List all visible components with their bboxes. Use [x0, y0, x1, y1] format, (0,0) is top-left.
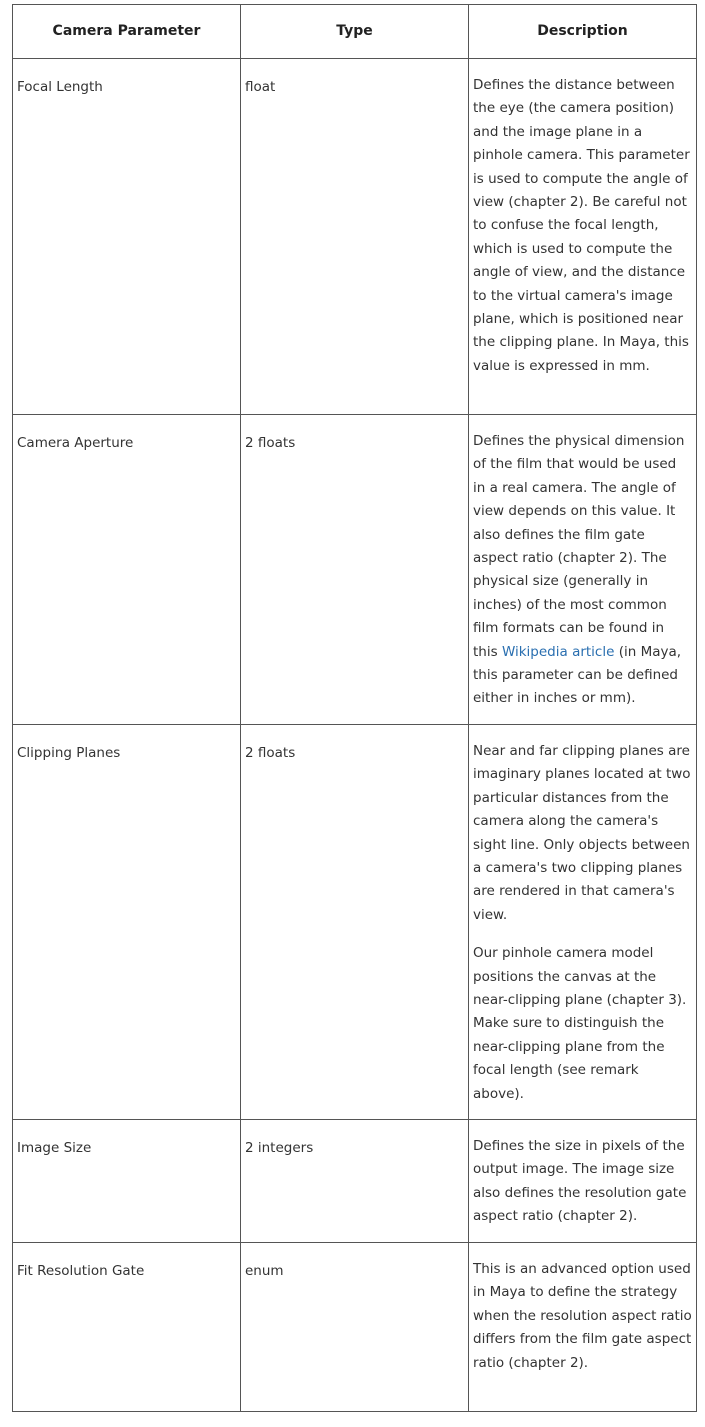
description-text-after-link: (in Maya, this parameter can be defined either in inches or mm). [473, 643, 682, 707]
description-text: Defines the distance between the eye (the camera position) and the image plane in a pinhole camera. This parameter is used to compute the angle of view (chapter 2). Be careful not to confuse the focal length, which is used to compute the angle of view, and the distance to the virtual camera's image plane, which is positioned near the clipping plane. In Maya, this value is expressed in mm. [473, 77, 690, 374]
header-description: Description [469, 5, 697, 59]
description-paragraph-1: Near and far clipping planes are imaginary planes located at two particular distances from the camera along the camera's sight line. Only objects between a camera's two clipping planes are rendered in that camera's view. [473, 743, 691, 923]
description-text: Defines the size in pixels of the output image. The image size also defines the resolution gate aspect ratio (chapter 2). [473, 1138, 687, 1225]
parameter-cell: Camera Aperture [13, 415, 241, 725]
parameter-cell: Focal Length [13, 59, 241, 415]
type-cell: 2 floats [241, 725, 469, 1120]
table-row [13, 59, 697, 415]
description-cell [469, 1120, 697, 1243]
description-text: This is an advanced option used in Maya to define the strategy when the resolution aspect ratio differs from the film gate aspect ratio (chapter 2). [473, 1261, 692, 1371]
description-cell [469, 1243, 697, 1412]
camera-parameters-table [12, 4, 697, 1412]
type-cell: float [241, 59, 469, 415]
table-row [13, 1120, 697, 1243]
type-cell: 2 floats [241, 415, 469, 725]
table-row [13, 415, 697, 725]
description-cell [469, 415, 697, 725]
parameter-cell: Fit Resolution Gate [13, 1243, 241, 1412]
description-paragraph-2: Our pinhole camera model positions the canvas at the near-clipping plane (chapter 3). Make sure to distinguish the near-clipping plane from the focal length (see remark above). [473, 945, 687, 1102]
parameter-cell: Clipping Planes [13, 725, 241, 1120]
header-type: Type [241, 5, 469, 59]
type-cell: 2 integers [241, 1120, 469, 1243]
description-cell [469, 725, 697, 1120]
description-cell [469, 59, 697, 415]
parameter-cell: Image Size [13, 1120, 241, 1243]
table-row [13, 725, 697, 1120]
type-cell: enum [241, 1243, 469, 1412]
description-text-before-link: Defines the physical dimension of the film that would be used in a real camera. The angle of view depends on this value. It also defines the film gate aspect ratio (chapter 2). The physical size (generally in inches) of the most common film formats can be found in this [473, 433, 685, 660]
header-camera-parameter: Camera Parameter [13, 5, 241, 59]
description-text [473, 430, 692, 711]
wikipedia-article-link[interactable]: Wikipedia article [501, 643, 615, 660]
table-header-row [13, 5, 697, 59]
table-row [13, 1243, 697, 1412]
